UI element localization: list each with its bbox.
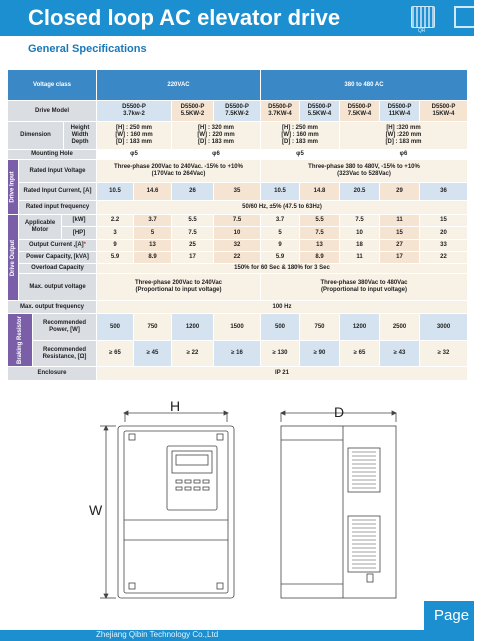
- output-current-cell: 27: [380, 240, 419, 251]
- recommended-resistance-cell: ≥ 65: [97, 341, 133, 366]
- motor-hp-cell: 7.5: [300, 227, 339, 239]
- output-current-cell: 13: [134, 240, 171, 251]
- max-output-220: Three-phase 200Vac to 240Vac (Proportional to input voltage): [97, 274, 260, 300]
- max-output-frequency-value: 100 Hz: [97, 301, 467, 313]
- motor-hp-cell: 5: [261, 227, 299, 239]
- motor-hp-cell: 10: [340, 227, 379, 239]
- power-capacity-cell: 17: [380, 252, 419, 263]
- applicable-motor-label: Applicable Motor: [19, 215, 61, 239]
- kw-unit-label: [kW]: [62, 215, 96, 226]
- qr-label: QR: [418, 28, 426, 34]
- drive-input-section-label: Drive Input: [10, 171, 16, 203]
- max-output-voltage-label: Max. output voltage: [19, 274, 96, 300]
- input-frequency-value: 50/60 Hz, ±5% (47.5 to 63Hz): [97, 201, 467, 214]
- input-current-cell: 29: [380, 183, 419, 200]
- depth-dim-label: D: [334, 404, 345, 420]
- input-voltage-380: Three-phase 380 to 480V, -15% to +10% (323Vac to 528Vac): [261, 160, 467, 182]
- output-current-cell: 32: [214, 240, 260, 251]
- recommended-resistance-cell: ≥ 65: [340, 341, 379, 366]
- input-current-cell: 20.5: [340, 183, 379, 200]
- rated-input-voltage-label: Rated Input Voltage: [19, 160, 96, 182]
- vent-slots: [352, 452, 376, 568]
- recommended-resistance-label: Recommended Resistance, [Ω]: [33, 341, 96, 366]
- output-current-cell: 13: [300, 240, 339, 251]
- output-current-cell: 18: [340, 240, 379, 251]
- input-current-cell: 10.5: [97, 183, 133, 200]
- power-capacity-cell: 5.9: [261, 252, 299, 263]
- enclosure-value: IP 21: [97, 367, 467, 380]
- motor-kw-cell: 7.5: [214, 215, 260, 226]
- output-current-cell: 33: [420, 240, 467, 251]
- input-current-cell: 10.5: [261, 183, 299, 200]
- max-output-frequency-label: Max. output frequency: [8, 301, 96, 313]
- recommended-power-cell: 500: [97, 314, 133, 340]
- front-view: [100, 411, 234, 598]
- motor-kw-cell: 11: [380, 215, 419, 226]
- recommended-resistance-cell: ≥ 16: [214, 341, 260, 366]
- height-dim-label: H: [170, 398, 181, 414]
- recommended-power-cell: 500: [261, 314, 299, 340]
- rated-input-current-label: Rated Input Current, [A]: [19, 183, 96, 200]
- motor-kw-cell: 5.5: [172, 215, 213, 226]
- drive-output-section-label: Drive Output: [10, 239, 16, 276]
- motor-hp-cell: 15: [380, 227, 419, 239]
- recommended-power-cell: 750: [134, 314, 171, 340]
- power-capacity-cell: 22: [420, 252, 467, 263]
- output-current-cell: 9: [97, 240, 133, 251]
- recommended-resistance-cell: ≥ 22: [172, 341, 213, 366]
- power-capacity-cell: 8.9: [134, 252, 171, 263]
- input-current-cell: 26: [172, 183, 213, 200]
- power-capacity-cell: 17: [172, 252, 213, 263]
- model-cell: D5500-P 3.7KW-4: [261, 101, 299, 121]
- model-cell: D5500-P 15KW-4: [420, 101, 467, 121]
- dimension-sublabels: Height Width Depth: [64, 122, 96, 149]
- width-dim-label: W: [89, 502, 103, 518]
- motor-kw-cell: 5.5: [300, 215, 339, 226]
- input-voltage-220: Three-phase 200Vac to 240Vac. -15% to +10% (170Vac to 264Vac): [97, 160, 260, 182]
- company-name: Zhejiang Qibin Technology Co.,Ltd: [96, 630, 219, 639]
- power-capacity-cell: 5.9: [97, 252, 133, 263]
- overload-capacity-label: Overload Capacity: [19, 264, 96, 273]
- drive-model-label: Drive Model: [8, 101, 96, 121]
- voltage-380-header: 380 to 480 AC: [261, 70, 467, 100]
- dimension-cell: [H] :320 mm [W] :220 mm [D] : 183 mm: [340, 122, 467, 149]
- footnote-asterisk: *: [83, 242, 86, 249]
- recommended-power-cell: 1200: [172, 314, 213, 340]
- recommended-resistance-cell: ≥ 32: [420, 341, 467, 366]
- dimension-cell: [H] : 320 mm [W] : 220 mm [D] : 183 mm: [172, 122, 260, 149]
- dimension-cell: [H] : 250 mm [W] : 160 mm [D] : 183 mm: [97, 122, 171, 149]
- side-view: [281, 411, 396, 598]
- model-cell: D5500-P 7.5KW-4: [340, 101, 379, 121]
- recommended-resistance-cell: ≥ 130: [261, 341, 299, 366]
- mounting-hole-label: Mounting Hole: [8, 150, 96, 159]
- enclosure-label: Enclosure: [8, 367, 96, 380]
- braking-resistor-section-label: Braking Resistor: [17, 315, 24, 365]
- section-subtitle: General Specifications: [28, 43, 147, 55]
- motor-kw-cell: 2.2: [97, 215, 133, 226]
- output-current-cell: 25: [172, 240, 213, 251]
- motor-kw-cell: 3.7: [261, 215, 299, 226]
- dimension-cell: [H] : 250 mm [W] : 160 mm [D] : 183 mm: [261, 122, 339, 149]
- recommended-resistance-cell: ≥ 43: [380, 341, 419, 366]
- recommended-resistance-cell: ≥ 90: [300, 341, 339, 366]
- power-capacity-cell: 8.9: [300, 252, 339, 263]
- recommended-resistance-cell: ≥ 45: [134, 341, 171, 366]
- motor-hp-cell: 20: [420, 227, 467, 239]
- model-cell: D5500-P 5.5KW-4: [300, 101, 339, 121]
- rated-input-frequency-label: Rated input frequency: [19, 201, 96, 214]
- input-current-cell: 14.8: [300, 183, 339, 200]
- hole-cell: φ5: [261, 150, 339, 159]
- model-cell: D5500-P 5.5KW-2: [172, 101, 213, 121]
- footer-bar: [0, 630, 474, 641]
- power-capacity-cell: 11: [340, 252, 379, 263]
- recommended-power-cell: 3000: [420, 314, 467, 340]
- motor-hp-cell: 3: [97, 227, 133, 239]
- voltage-220-header: 220VAC: [97, 70, 260, 100]
- output-current-text: Output Current ,[A]: [29, 242, 84, 249]
- power-capacity-cell: 22: [214, 252, 260, 263]
- max-output-380: Three-phase 380Vac to 480Vac (Proportional to input voltage): [261, 274, 467, 300]
- hole-cell: φ5: [97, 150, 171, 159]
- page-title: Closed loop AC elevator drive: [28, 5, 341, 30]
- recommended-power-cell: 1500: [214, 314, 260, 340]
- overload-capacity-value: 150% for 60 Sec & 180% for 3 Sec: [97, 264, 467, 273]
- input-current-cell: 14.6: [134, 183, 171, 200]
- motor-hp-cell: 7.5: [172, 227, 213, 239]
- power-capacity-label: Power Capacity, [kVA]: [19, 252, 96, 263]
- motor-kw-cell: 7.5: [340, 215, 379, 226]
- page-number: Page 6: [424, 601, 474, 631]
- output-current-cell: 9: [261, 240, 299, 251]
- input-current-cell: 35: [214, 183, 260, 200]
- voltage-class-label: Voltage class: [8, 70, 96, 100]
- recommended-power-cell: 2500: [380, 314, 419, 340]
- input-current-cell: 36: [420, 183, 467, 200]
- hp-unit-label: [HP]: [62, 227, 96, 239]
- model-cell: D5500-P 7.5KW-2: [214, 101, 260, 121]
- hole-cell: φ6: [172, 150, 260, 159]
- motor-hp-cell: 5: [134, 227, 171, 239]
- recommended-power-cell: 750: [300, 314, 339, 340]
- hole-cell: φ6: [340, 150, 467, 159]
- recommended-power-label: Recommended Power, [W]: [33, 314, 96, 340]
- model-cell: D5500-P 3.7kw-2: [97, 101, 171, 121]
- model-cell: D5500-P 11KW-4: [380, 101, 419, 121]
- motor-kw-cell: 3.7: [134, 215, 171, 226]
- recommended-power-cell: 1200: [340, 314, 379, 340]
- dimension-label: Dimension: [8, 122, 63, 149]
- motor-hp-cell: 10: [214, 227, 260, 239]
- motor-kw-cell: 15: [420, 215, 467, 226]
